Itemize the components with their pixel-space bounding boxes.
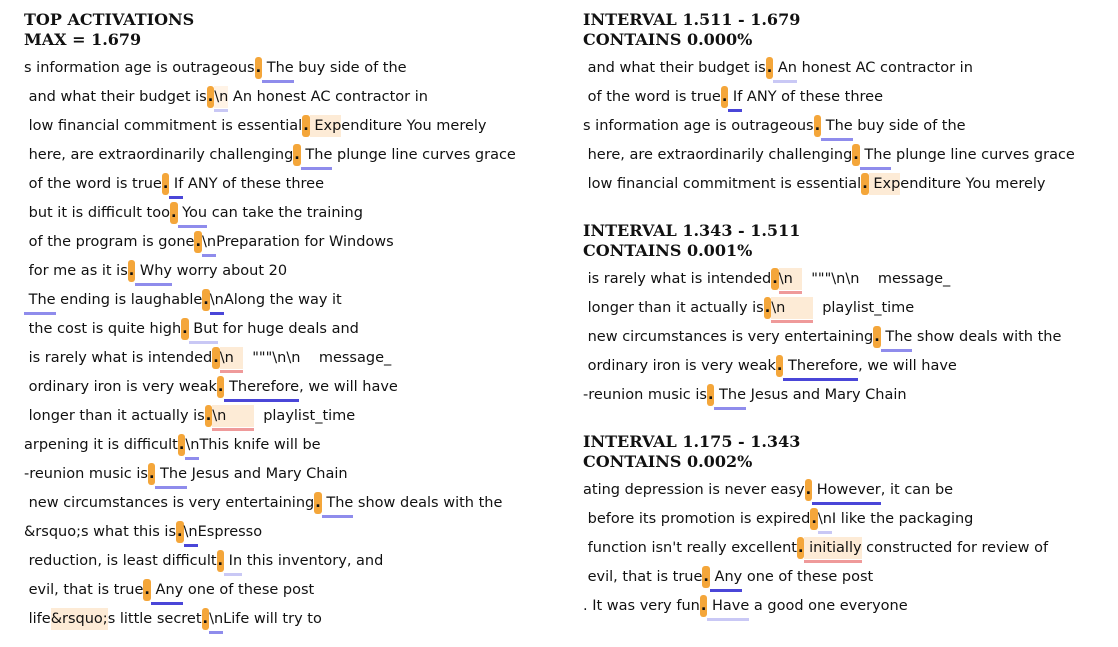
activation-max-token: . — [810, 508, 818, 530]
context-text: buy side of the — [852, 118, 966, 134]
activation-row — [583, 112, 1113, 141]
header-title: TOP ACTIVATIONS — [24, 10, 195, 29]
activated-token: Therefore — [783, 355, 858, 377]
context-text: , we will have — [299, 379, 398, 395]
activated-token: \n — [184, 521, 198, 543]
context-text: -reunion music is — [24, 466, 148, 482]
activation-max-token: . — [176, 521, 184, 543]
activated-token: Any — [151, 579, 183, 601]
activated-token: The — [155, 463, 187, 485]
context-text: ANY of these three — [742, 89, 883, 105]
context-text: worry about 20 — [172, 263, 288, 279]
context-text: I like the packaging — [831, 511, 974, 527]
activated-token: The — [301, 144, 333, 166]
activated-token: initially — [804, 537, 861, 559]
interval-header — [583, 10, 1113, 50]
context-text: Jesus and Mary Chain — [746, 387, 907, 403]
activation-row — [24, 576, 564, 605]
activation-max-token: . — [776, 355, 784, 377]
context-text: plunge line curves grace — [332, 147, 516, 163]
context-text: ating depression is never easy — [583, 482, 805, 498]
activation-row — [583, 534, 1113, 563]
context-text: &rsquo;s what this is — [24, 524, 177, 540]
context-text: here, are extraordinarily challenging — [583, 147, 853, 163]
activation-max-token: . — [293, 144, 301, 166]
context-text: . It was very fun — [583, 598, 700, 614]
activated-token: \n — [771, 297, 813, 319]
interval-range: INTERVAL 1.511 - 1.679 — [583, 10, 801, 29]
activation-max-token: . — [814, 115, 822, 137]
activation-rows — [24, 54, 564, 634]
activated-token: \n — [214, 86, 228, 108]
activated-token: Any — [710, 566, 742, 588]
activation-max-token: . — [702, 566, 710, 588]
top-activations-header — [24, 10, 564, 50]
activation-max-token: . — [721, 86, 729, 108]
activated-token: \n — [202, 231, 216, 253]
activation-row — [583, 592, 1113, 621]
context-text: evil, that is true — [24, 582, 144, 598]
interval-rows — [583, 476, 1113, 621]
activated-token: The — [322, 492, 354, 514]
activated-token: \n — [779, 268, 802, 290]
context-text: honest AC contractor in — [796, 60, 973, 76]
interval-header — [583, 432, 1113, 472]
context-text: but it is difficult too — [24, 205, 170, 221]
activation-row — [583, 323, 1113, 352]
interval-range: INTERVAL 1.343 - 1.511 — [583, 221, 801, 240]
activation-underline — [707, 618, 749, 621]
context-text: a good one everyone — [749, 598, 908, 614]
context-text: life — [24, 611, 51, 627]
activated-token: If — [728, 86, 742, 108]
activated-token: \n — [220, 347, 243, 369]
activation-row — [24, 286, 564, 315]
context-text: plunge line curves grace — [891, 147, 1075, 163]
context-text: of the word is true — [24, 176, 162, 192]
activated-token: \n — [210, 289, 224, 311]
interval-section — [583, 432, 1113, 621]
activated-token: Exp — [310, 115, 342, 137]
activation-row — [583, 170, 1113, 199]
activated-token: The — [714, 384, 746, 406]
context-text: Preparation for Windows — [216, 234, 394, 250]
context-text: ordinary iron is very weak — [583, 358, 776, 374]
interval-header — [583, 221, 1113, 261]
context-text: low financial commitment is essential — [24, 118, 303, 134]
context-text: function isn't really excellent — [583, 540, 797, 556]
activation-row — [24, 460, 564, 489]
context-text: Espresso — [197, 524, 263, 540]
context-text: constructed for review of — [861, 540, 1049, 556]
activation-row — [583, 381, 1113, 410]
activated-token: If — [169, 173, 183, 195]
context-text: show deals with the — [912, 329, 1062, 345]
activated-token: The — [24, 289, 56, 311]
activated-token: The — [262, 57, 294, 79]
activation-row — [24, 344, 564, 373]
context-text: s little secret — [107, 611, 202, 627]
context-text: is rarely what is intended — [24, 350, 213, 366]
activation-max-token: . — [764, 297, 772, 319]
activation-max-token: . — [707, 384, 715, 406]
activation-max-token: . — [805, 479, 813, 501]
activation-row — [24, 170, 564, 199]
activated-token: The — [821, 115, 853, 137]
context-text: ANY of these three — [183, 176, 324, 192]
activation-underline — [209, 631, 223, 634]
activation-row — [583, 54, 1113, 83]
context-text: enditure You merely — [900, 176, 1046, 192]
context-text: Life will try to — [223, 611, 322, 627]
context-text: playlist_time — [253, 408, 356, 424]
context-text: one of these post — [742, 569, 874, 585]
activation-row — [583, 352, 1113, 381]
context-text: ending is laughable — [55, 292, 203, 308]
activated-token: &rsquo; — [51, 608, 108, 630]
interval-section — [583, 221, 1113, 410]
context-text: """\n\n message_ — [243, 350, 392, 366]
activation-max-token: . — [873, 326, 881, 348]
activation-max-token: . — [178, 434, 186, 456]
context-text: buy side of the — [293, 60, 407, 76]
context-text: This knife will be — [199, 437, 321, 453]
activation-max-token: . — [217, 376, 225, 398]
context-text: enditure You merely — [341, 118, 487, 134]
activated-token: \n — [212, 405, 254, 427]
activated-token: In — [224, 550, 242, 572]
activation-max-token: . — [194, 231, 202, 253]
activation-row — [24, 489, 564, 518]
activated-token: An — [773, 57, 797, 79]
activation-max-token: . — [207, 86, 215, 108]
context-text: longer than it actually is — [583, 300, 764, 316]
activation-row — [583, 476, 1113, 505]
activated-token: But — [189, 318, 218, 340]
context-text: Along the way it — [223, 292, 342, 308]
activation-row — [583, 294, 1113, 323]
top-activations-column — [24, 10, 564, 634]
activation-max-token: . — [797, 537, 805, 559]
activated-token: Have — [707, 595, 749, 617]
activated-token: You — [178, 202, 208, 224]
interval-rows — [583, 54, 1113, 199]
activated-token: \n — [209, 608, 223, 630]
activation-row — [24, 431, 564, 460]
activation-max-token: . — [148, 463, 156, 485]
activation-max-token: . — [205, 405, 213, 427]
activation-row — [583, 563, 1113, 592]
context-text: longer than it actually is — [24, 408, 205, 424]
activation-max-token: . — [202, 608, 210, 630]
context-text: can take the training — [207, 205, 363, 221]
context-text: , we will have — [858, 358, 957, 374]
activation-max-token: . — [217, 550, 225, 572]
activation-max-token: . — [700, 595, 708, 617]
context-text: of the program is gone — [24, 234, 195, 250]
activation-row — [583, 83, 1113, 112]
activated-token: Exp — [869, 173, 901, 195]
activation-max-token: . — [766, 57, 774, 79]
activation-row — [24, 257, 564, 286]
activation-row — [583, 141, 1113, 170]
activation-row — [583, 265, 1113, 294]
activation-row — [24, 141, 564, 170]
activation-max-token: . — [255, 57, 263, 79]
context-text: arpening it is difficult — [24, 437, 178, 453]
activation-row — [24, 518, 564, 547]
activation-row — [24, 199, 564, 228]
context-text: one of these post — [183, 582, 315, 598]
context-text: show deals with the — [353, 495, 503, 511]
context-text: new circumstances is very entertaining — [24, 495, 315, 511]
activation-max-token: . — [162, 173, 170, 195]
interval-contains: CONTAINS 0.001% — [583, 241, 753, 260]
context-text: An honest AC contractor in — [228, 89, 428, 105]
activated-token: However — [812, 479, 881, 501]
context-text: and what their budget is — [24, 89, 207, 105]
activation-underline — [714, 407, 746, 410]
activated-token: \n — [185, 434, 199, 456]
activation-max-token: . — [861, 173, 869, 195]
context-text: , it can be — [880, 482, 954, 498]
activation-row — [24, 228, 564, 257]
context-text: the cost is quite high — [24, 321, 182, 337]
interval-contains: CONTAINS 0.000% — [583, 30, 753, 49]
interval-range: INTERVAL 1.175 - 1.343 — [583, 432, 801, 451]
activated-token: Why — [135, 260, 172, 282]
activation-max-token: . — [314, 492, 322, 514]
context-text: for huge deals and — [218, 321, 359, 337]
activation-max-token: . — [852, 144, 860, 166]
activation-max-token: . — [212, 347, 220, 369]
context-text: -reunion music is — [583, 387, 707, 403]
activation-row — [24, 547, 564, 576]
context-text: before its promotion is expired — [583, 511, 811, 527]
activation-max-token: . — [202, 289, 210, 311]
context-text: and what their budget is — [583, 60, 766, 76]
context-text: s information age is outrageous — [24, 60, 255, 76]
activation-row — [24, 112, 564, 141]
activation-row — [24, 83, 564, 112]
interval-section — [583, 10, 1113, 199]
context-text: ordinary iron is very weak — [24, 379, 217, 395]
activation-max-token: . — [170, 202, 178, 224]
context-text: evil, that is true — [583, 569, 703, 585]
activation-row — [24, 373, 564, 402]
context-text: playlist_time — [812, 300, 915, 316]
activated-token: \n — [818, 508, 832, 530]
context-text: Jesus and Mary Chain — [187, 466, 348, 482]
context-text: of the word is true — [583, 89, 721, 105]
context-text: for me as it is — [24, 263, 128, 279]
intervals-column — [583, 10, 1113, 643]
context-text: this inventory, and — [242, 553, 384, 569]
activation-max-token: . — [302, 115, 310, 137]
activation-max-token: . — [143, 579, 151, 601]
activation-max-token: . — [181, 318, 189, 340]
context-text: here, are extraordinarily challenging — [24, 147, 294, 163]
context-text: reduction, is least difficult — [24, 553, 217, 569]
activation-row — [24, 605, 564, 634]
activation-row — [24, 402, 564, 431]
interval-contains: CONTAINS 0.002% — [583, 452, 753, 471]
activation-max-token: . — [128, 260, 136, 282]
activated-token: The — [881, 326, 913, 348]
context-text: is rarely what is intended — [583, 271, 772, 287]
interval-rows — [583, 265, 1113, 410]
activation-max-token: . — [771, 268, 779, 290]
activated-token: Therefore — [224, 376, 299, 398]
activated-token: The — [860, 144, 892, 166]
context-text: s information age is outrageous — [583, 118, 814, 134]
activation-row — [583, 505, 1113, 534]
context-text: low financial commitment is essential — [583, 176, 862, 192]
context-text: """\n\n message_ — [802, 271, 951, 287]
context-text: new circumstances is very entertaining — [583, 329, 874, 345]
activation-row — [24, 54, 564, 83]
activation-row — [24, 315, 564, 344]
header-max: MAX = 1.679 — [24, 30, 142, 49]
